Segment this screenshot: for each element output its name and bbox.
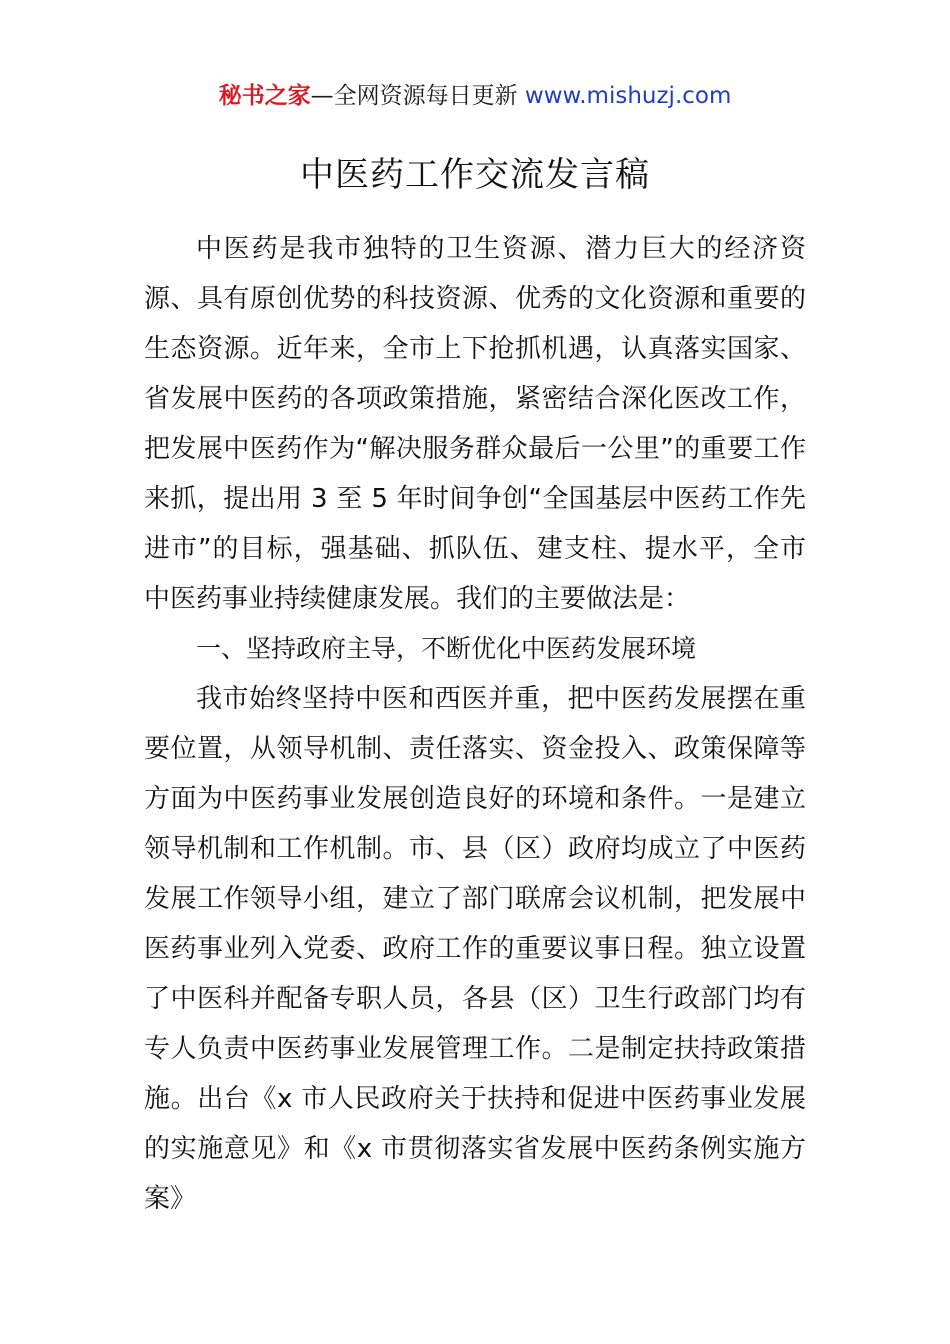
paragraph-section-1: 我市始终坚持中医和西医并重，把中医药发展摆在重要位置，从领导机制、责任落实、资金投入、政策保障等方面为中医药事业发展创造良好的环境和条件。一是建立领导机制和工作机制。市、县（区）政府均成立了中医药发展工作领导小组，建立了部门联席会议机制，把发展中医药事业列入党委、政府工作的重要议事日程。独立设置了中医科并配备专职人员，各县（区）卫生行政部门均有专人负责中医药事业发展管理工作。二是制定扶持政策措施。出台《x 市人民政府关于扶持和促进中医药事业发展的实施意见》和《x 市贯彻落实省发展中医药条例实施方案》 (144, 684, 806, 1214)
document-body (144, 224, 806, 1224)
section-heading-1: 一、坚持政府主导，不断优化中医药发展环境 (196, 634, 697, 663)
site-url-link[interactable]: www.mishuzj.com (524, 83, 732, 109)
brand-name: 秘书之家 (218, 83, 311, 109)
document-title: 中医药工作交流发言稿 (300, 155, 650, 195)
paragraph-intro: 中医药是我市独特的卫生资源、潜力巨大的经济资源、具有原创优势的科技资源、优秀的文化资源和重要的生态资源。近年来，全市上下抢抓机遇，认真落实国家、省发展中医药的各项政策措施，紧密结合深化医改工作，把发展中医药作为“解决服务群众最后一公里”的重要工作来抓，提出用 3 至 5 年时间争创“全国基层中医药工作先进市”的目标，强基础、抓队伍、建支柱、提水平，全市中医药事业持续健康发展。我们的主要做法是： (144, 234, 806, 614)
site-banner (0, 80, 950, 112)
banner-slogan: —全网资源每日更新 (310, 83, 525, 109)
